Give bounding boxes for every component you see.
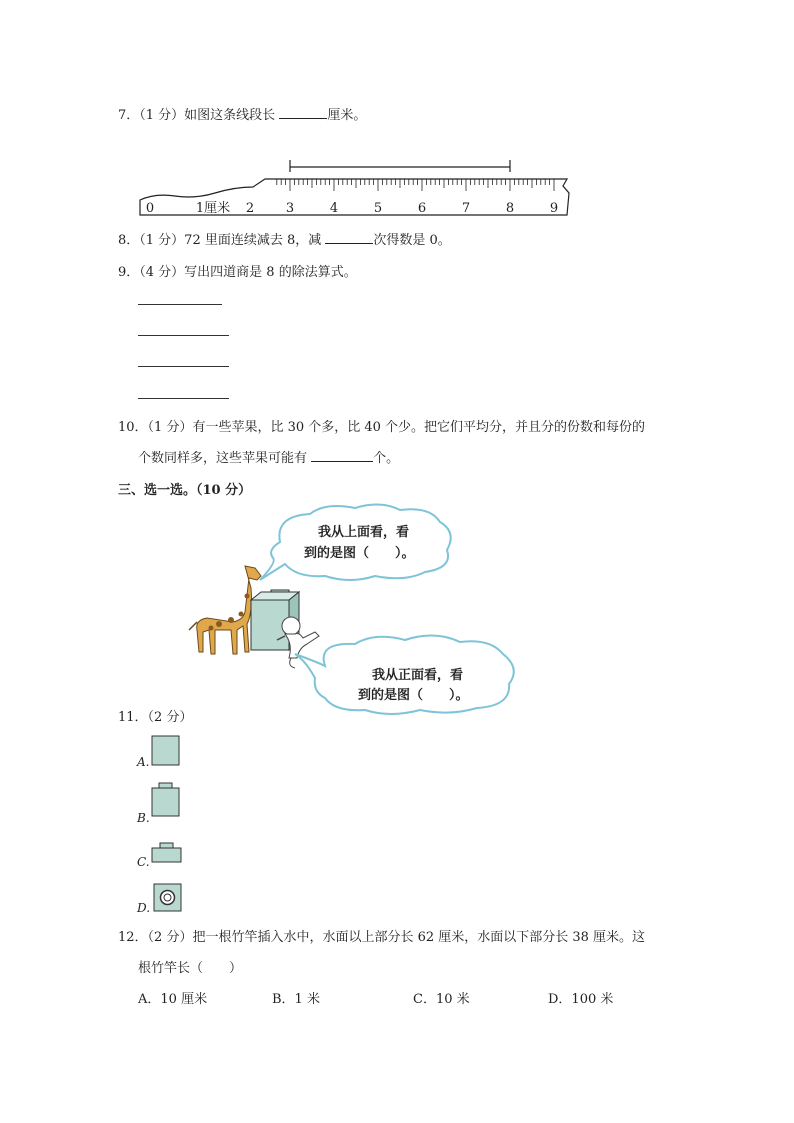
q11-option-c-figure[interactable] [151,842,183,864]
ruler-label: 5 [373,201,383,216]
q11-option-a-label[interactable]: A. [137,755,150,769]
q9-answer-line-1[interactable] [138,304,222,305]
q9-answer-line-2[interactable] [138,335,229,336]
q9-answer-line-3[interactable] [138,366,229,367]
ruler-label: 1厘米 [195,201,231,216]
q12-option-c[interactable]: C．10 米 [413,992,470,1007]
q12-line1: 12．（2 分）把一根竹竿插入水中，水面以上部分长 62 厘米，水面以下部分长 38 厘米。这 [118,930,646,945]
ruler-label: 4 [329,201,339,216]
q7-line [118,104,366,123]
q9-answer-line-4[interactable] [138,398,229,399]
q10-text: 个数同样多，这些苹果可能有 [138,451,312,466]
ruler-label: 6 [417,201,427,216]
q8-line [118,229,451,248]
ruler-label: 2 [245,201,255,216]
ruler-label: 8 [505,201,515,216]
ruler-figure [135,155,575,221]
giraffe-icon [189,566,261,654]
q12-line2: 根竹竿长（ ） [138,961,243,976]
q10-line2 [138,447,399,466]
q11-option-c-label[interactable]: C. [137,855,150,869]
q8-text: 8．（1 分）72 里面连续减去 8，减 [118,233,326,248]
q8-answer-blank[interactable] [325,231,373,244]
ruler-label: 7 [461,201,471,216]
bubble-top-line1: 我从上面看，看 [318,525,410,540]
bubble-bottom-line2: 到的是图（ ）。 [358,688,469,703]
q7-text: 7．（1 分）如图这条线段长 [118,108,280,123]
q12-option-d[interactable]: D．100 米 [548,992,614,1007]
ruler-label: 3 [285,201,295,216]
q11-option-d-label[interactable]: D. [137,901,151,915]
q7-answer-blank[interactable] [279,106,327,119]
q12-option-a[interactable]: A．10 厘米 [138,992,208,1007]
q11-option-d-figure[interactable] [153,883,183,913]
q12-option-b[interactable]: B．1 米 [272,992,320,1007]
ruler-label: 9 [549,201,559,216]
q11-text: 11．（2 分） [118,710,193,725]
q10-tail: 个。 [373,451,400,466]
q10-answer-blank[interactable] [311,449,373,462]
q9-text: 9．（4 分）写出四道商是 8 的除法算式。 [118,265,357,280]
section-title: 三、选一选。（10 分） [118,483,252,498]
q10-line1: 10．（1 分）有一些苹果，比 30 个多，比 40 个少。把它们平均分，并且分的份数和每份的 [118,420,646,435]
bubble-top-line2: 到的是图（ ）。 [304,546,415,561]
ruler-label: 0 [145,201,155,216]
q8-tail: 次得数是 0。 [373,233,451,248]
q7-unit: 厘米。 [327,108,367,123]
bubble-bottom-line1: 我从正面看，看 [372,668,464,683]
q11-option-a-figure[interactable] [151,735,181,767]
q11-option-b-label[interactable]: B. [137,811,150,825]
q11-option-b-figure[interactable] [151,782,181,818]
